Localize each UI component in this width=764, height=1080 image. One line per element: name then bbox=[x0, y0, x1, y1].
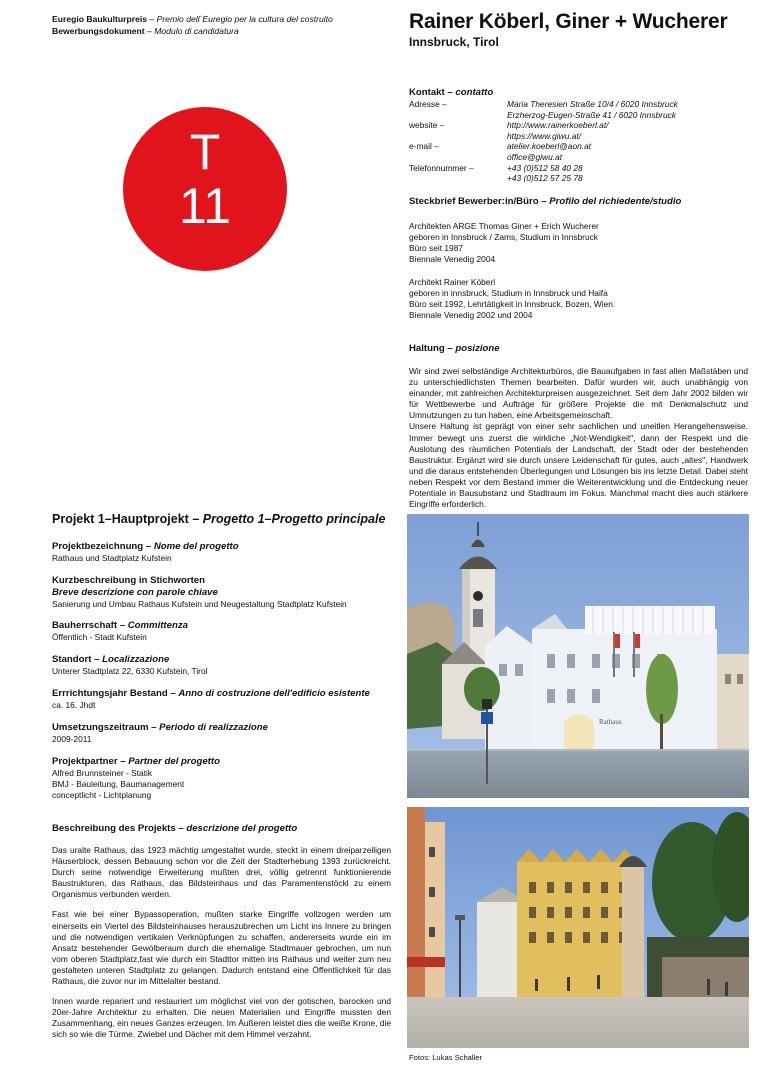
project-summary-field: Kurzbeschreibung in Stichworten Breve descrizione con parole chiave Sanierung und Umbau Rathaus Kufstein und Neugestaltung Stadtplatz Kufstein bbox=[52, 575, 347, 609]
photo-town-square bbox=[407, 807, 749, 1048]
project-title: Projekt 1–Hauptprojekt – Progetto 1–Progetto principale bbox=[52, 512, 386, 526]
photo-town-hall bbox=[407, 514, 749, 798]
contact-row bbox=[409, 173, 739, 184]
position-text: Wir sind zwei selbständige Architekturbüros, die Bauaufgaben in fast allen Maßstäben und zu unterschiedlichsten Themen bearbeiten. Dafür wurden wir, auch unabhängig von einander, mit zahlreichen Architekturpreisen ausgezeichnet. Seit dem Jahr 2002 bilden wir für Wettbewerbe und Aufträge für größere Projekte die mit Denkmalschutz und Umnutzungen zu tun haben, eine Arbeitsgemeinschaft. Unsere Haltung ist geprägt von einer sehr sachlichen und uneitlen Herangehensweise. Immer bewegt uns zuerst die wirkliche „Not-Wendigkeit", dann der Respekt und die Auslotung des räumlichen Potentials der Landschaft, der Stadt oder der bestehenden Baustruktur. Ergänzt wird sie durch unsere Leidenschaft für gutes, auch „altes", Handwerk und die daraus entstehenden Überlegungen und Lösungen bis ins letzte Detail. Dabei steht neben Respekt vor dem Bestand immer die Weiterentwicklung und die Entdeckung neuer Potentiale in Bausubstanz und Stadtraum im Fokus. Manchmal macht dies auch stärkere Eingriffe erforderlich. bbox=[409, 366, 748, 510]
contact-value: +43 (0)512 57 25 78 bbox=[507, 173, 583, 184]
profile-title: Steckbrief Bewerber:in/Büro – Profilo del richiedente/studio bbox=[409, 196, 682, 207]
contact-row bbox=[409, 152, 739, 163]
contact-value: atelier.koeberl@aon.at bbox=[507, 141, 592, 152]
contact-key: website – bbox=[409, 120, 445, 131]
document-line: Bewerbungsdokument – Modulo di candidatura bbox=[52, 25, 239, 36]
firm-location: Innsbruck, Tirol bbox=[409, 35, 499, 49]
contact-value: http://www.rainerkoeberl.at/ bbox=[507, 120, 609, 131]
contact-value: Maria Theresien Straße 10/4 / 6020 Innsbruck bbox=[507, 99, 678, 109]
photo-credit: Fotos: Lukas Schaller bbox=[409, 1053, 483, 1062]
contact-value: +43 (0)512 58 40 28 bbox=[507, 162, 583, 173]
contact-title: Kontakt – contatto bbox=[409, 87, 494, 98]
contact-list bbox=[409, 99, 739, 184]
contact-key: Telefonnummer – bbox=[409, 162, 474, 173]
contact-value: Erzherzog-Eugen-Straße 41 / 6020 Innsbruck bbox=[507, 109, 676, 120]
badge-letter: T bbox=[189, 124, 221, 180]
entry-badge bbox=[123, 107, 287, 271]
project-name-field: Projektbezeichnung – Nome del progetto Rathaus und Stadtplatz Kufstein bbox=[52, 541, 239, 563]
contact-key: e-mail – bbox=[409, 141, 439, 152]
implementation-period-field: Umsetzungszeitraum – Periodo di realizzazione 2009-2011 bbox=[52, 722, 268, 744]
description-title: Beschreibung des Projekts – descrizione del progetto bbox=[52, 823, 298, 834]
contact-key bbox=[409, 110, 507, 121]
position-title: Haltung – posizione bbox=[409, 343, 500, 354]
contact-key bbox=[409, 152, 507, 163]
contact-value: https://www.giwu.at/ bbox=[507, 130, 582, 141]
contact-row bbox=[409, 110, 739, 121]
firm-name: Rainer Köberl, Giner + Wucherer bbox=[409, 10, 728, 33]
contact-row bbox=[409, 120, 739, 131]
location-field: Standort – Localizzazione Unterer Stadtplatz 22, 6330 Kufstein, Tirol bbox=[52, 654, 208, 676]
badge-number: 11 bbox=[179, 178, 231, 234]
contact-row bbox=[409, 131, 739, 142]
award-line: Euregio Baukulturpreis – Premio dell´Euregio per la cultura del costruito bbox=[52, 14, 333, 24]
client-field: Bauherrschaft – Committenza Öffentlich - Stadt Kufstein bbox=[52, 620, 188, 642]
profile-block-koeberl: Architekt Rainer Köberl geboren in innsbruck, Studium in Innsbruck und Haifa Büro seit 1992, Lehrtätigkeit in Innsbruck, Bozen, Wien. Biennale Venedig 2002 und 2004 bbox=[409, 277, 616, 321]
contact-key bbox=[409, 173, 507, 184]
contact-row bbox=[409, 141, 739, 152]
contact-key: Adresse – bbox=[409, 99, 447, 109]
contact-section bbox=[409, 87, 739, 184]
contact-row bbox=[409, 163, 739, 174]
construction-year-field: Errrichtungsjahr Bestand – Anno di costruzione dell'edificio esistente ca. 16. Jhdt bbox=[52, 688, 370, 710]
contact-value: office@giwu.at bbox=[507, 151, 563, 162]
contact-key bbox=[409, 131, 507, 142]
contact-row bbox=[409, 99, 739, 110]
description-text: Das uralte Rathaus, das 1923 mächtig umgestaltet wurde, steckt in einem dreiparzelligen Häuserblock, dessen Bebauung schon vor die Zeit der Stadterhebung 1393 zurückreicht. Durch seine notwendige Erweiterung mußten drei, völlig getrennt funktionierende Baustrukturen, das Rathaus, das Bildsteinhaus und das Paramentenstöckl zu einem Organismus verbunden werden. Fast wie bei einer Bypassoperation, mußten starke Eingriffe vollzogen werden um einerseits ein Viertel des Bildsteinhauses herauszubrechen um Licht ins Innere zu bringen und die notwendigen vertikalen Verknüpfungen zu schaffen, andererseits wurde ein im Ansatz bestehender Gewölberaum durch die ehemalige Stadtmauer gebrochen, um nun vom oberen Stadtplatz,fast wie durch ein Stadttor mitten ins Rathaus und weiter zum neu gestalteten unteren Stadtplatz zu gelangen. Dadurch entstand eine Öffentlichkeit für das Rathaus, die zuvor nur im Mittelalter bestand. Innen wurde repariert und restauriert um möglichst viel von der gotischen, barocken und 20er-Jahre Architektur zu erhalten. Die neuen Materialien und Eingriffe mussten den Zusammenhang, ein neues Ganzes erzeugen. Im Äußeren leistet dies die weiße Krone, die sich so wie die Türme, Zwiebel und Dächer mit dem Himmel verzahnt. bbox=[52, 845, 391, 1040]
photo-sign-text: Rathaus bbox=[599, 718, 622, 726]
project-partners-field: Projektpartner – Partner del progetto Alfred Brunnsteiner - Statik BMJ - Bauleitung, Baumanagement conceptlicht - Lichtplanung bbox=[52, 756, 220, 800]
award-header bbox=[52, 14, 382, 37]
profile-block-giner-wucherer: Architekten ARGE Thomas Giner + Erich Wucherer geboren in Innsbruck / Zams, Studium in Innsbruck Büro seit 1987 Biennale Venedig 2004 bbox=[409, 221, 599, 265]
